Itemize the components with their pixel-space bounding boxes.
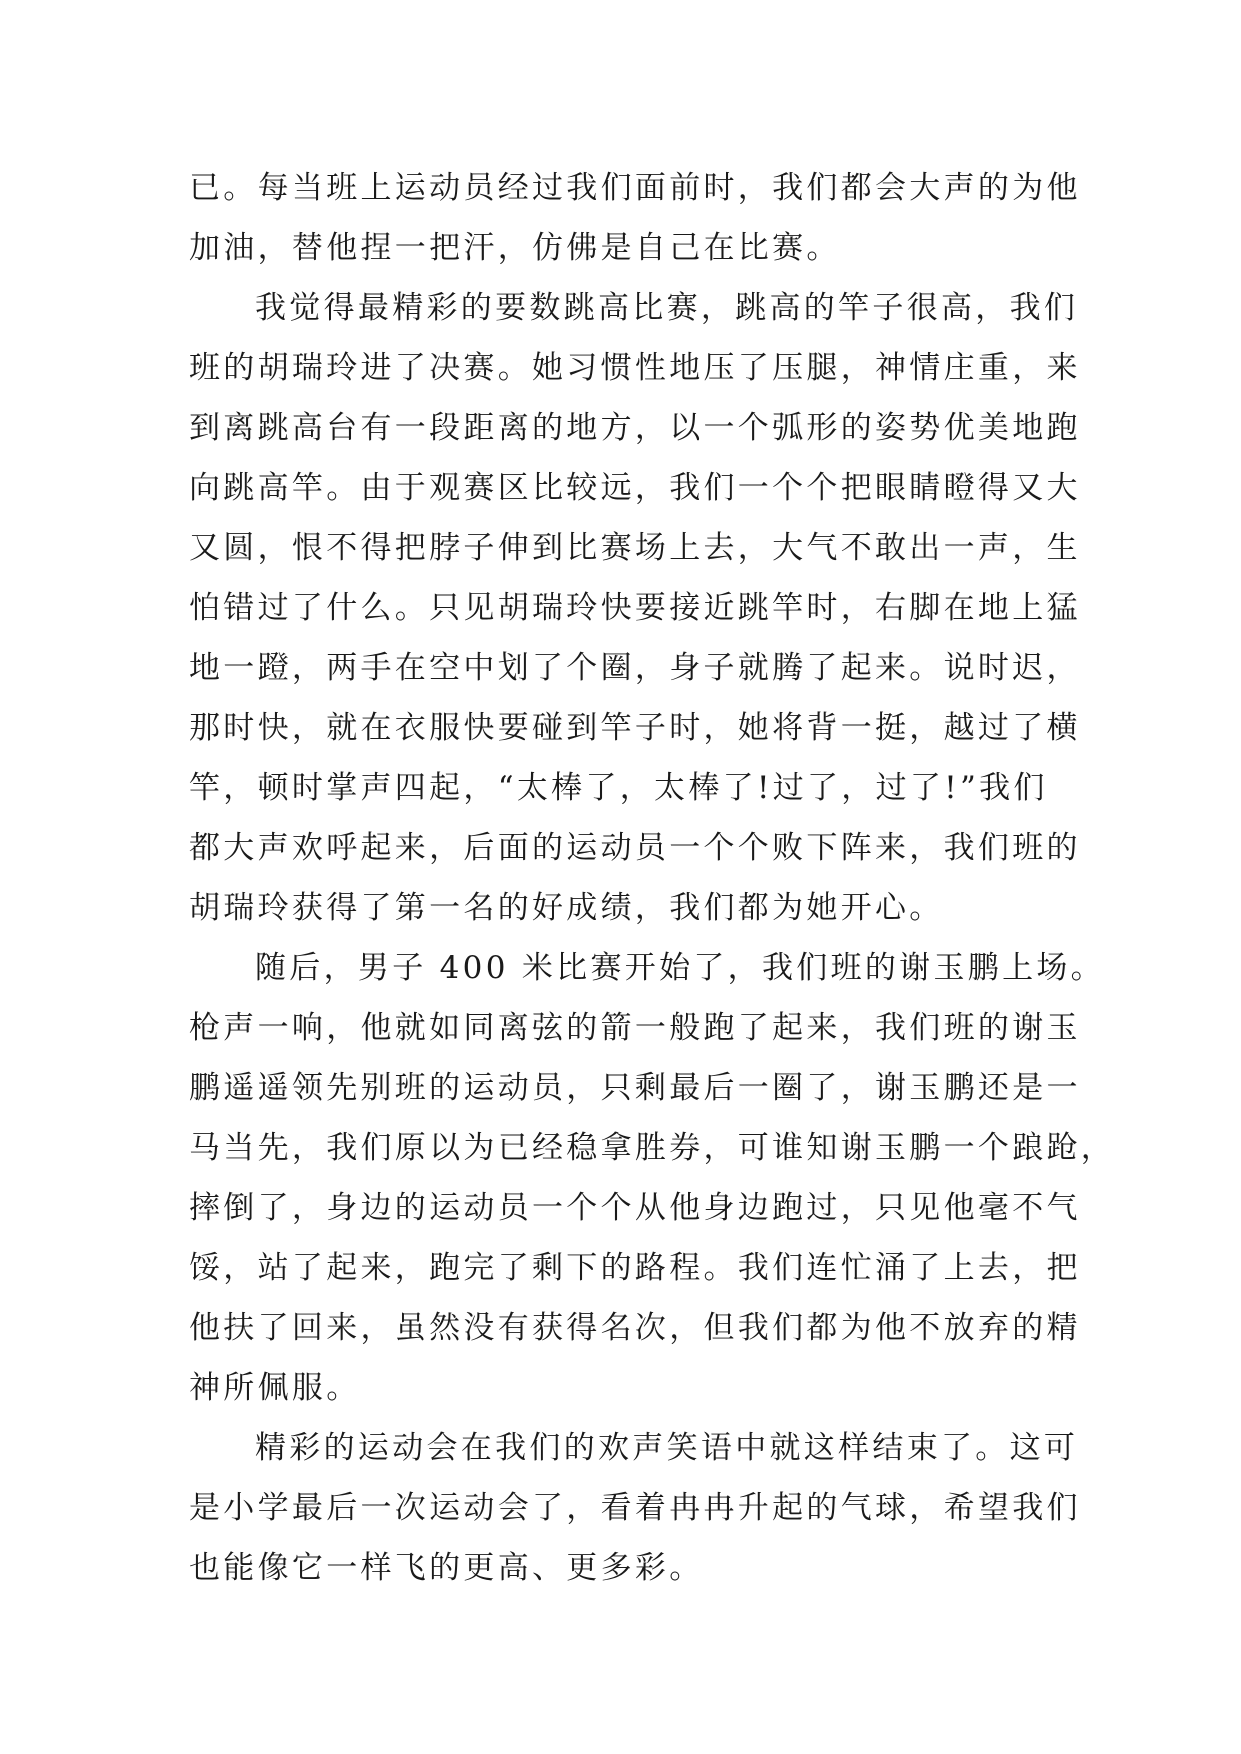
essay-body: [189, 158, 1116, 1598]
text-line: 又圆，恨不得把脖子伸到比赛场上去，大气不敢出一声，生: [189, 530, 1081, 566]
paragraph-start-line: 我觉得最精彩的要数跳高比赛，跳高的竿子很高，我们: [255, 290, 1079, 326]
paragraph-start-line: 精彩的运动会在我们的欢声笑语中就这样结束了。这可: [255, 1430, 1079, 1466]
text-line: 怕错过了什么。只见胡瑞玲快要接近跳竿时，右脚在地上猛: [189, 590, 1081, 626]
text-line: 他扶了回来，虽然没有获得名次，但我们都为他不放弃的精: [189, 1310, 1081, 1346]
text-line: 班的胡瑞玲进了决赛。她习惯性地压了压腿，神情庄重，来: [189, 350, 1081, 386]
text-line: 那时快，就在衣服快要碰到竿子时，她将背一挺，越过了横: [189, 710, 1081, 746]
text-line: 地一蹬，两手在空中划了个圈，身子就腾了起来。说时迟，: [189, 650, 1081, 686]
text-line: 摔倒了，身边的运动员一个个从他身边跑过，只见他毫不气: [189, 1190, 1081, 1226]
text-line: 都大声欢呼起来，后面的运动员一个个败下阵来，我们班的: [189, 830, 1081, 866]
text-line: 加油，替他捏一把汗，仿佛是自己在比赛。: [189, 230, 841, 266]
text-line: 向跳高竿。由于观赛区比较远，我们一个个把眼睛瞪得又大: [189, 470, 1081, 506]
text-line: 胡瑞玲获得了第一名的好成绩，我们都为她开心。: [189, 890, 944, 926]
text-line: 神所佩服。: [189, 1370, 361, 1406]
text-line: 到离跳高台有一段距离的地方，以一个弧形的姿势优美地跑: [189, 410, 1081, 446]
text-line: 鹏遥遥领先别班的运动员，只剩最后一圈了，谢玉鹏还是一: [189, 1070, 1081, 1106]
text-line: 也能像它一样飞的更高、更多彩。: [189, 1550, 704, 1586]
text-line: 已。每当班上运动员经过我们面前时，我们都会大声的为他: [189, 170, 1081, 206]
paragraph-start-line: 随后，男子 400 米比赛开始了，我们班的谢玉鹏上场。: [255, 950, 1105, 986]
text-line: 馁，站了起来，跑完了剩下的路程。我们连忙涌了上去，把: [189, 1250, 1081, 1286]
text-line: 是小学最后一次运动会了，看着冉冉升起的气球，希望我们: [189, 1490, 1081, 1526]
text-line: 枪声一响，他就如同离弦的箭一般跑了起来，我们班的谢玉: [189, 1010, 1081, 1046]
text-line: 竿，顿时掌声四起，“太棒了，太棒了!过了，过了!”我们: [189, 770, 1048, 806]
text-line: 马当先，我们原以为已经稳拿胜券，可谁知谢玉鹏一个踉跄，: [189, 1130, 1116, 1166]
